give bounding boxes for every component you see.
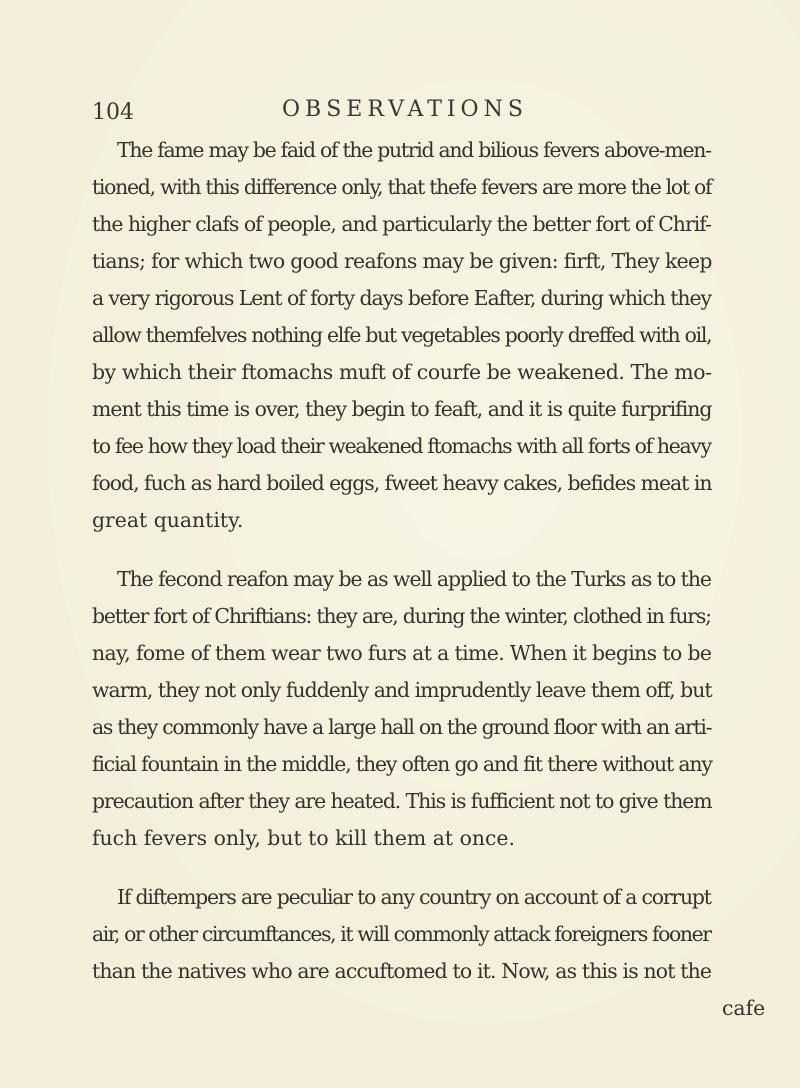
paragraph-1-line-6: allow themfelves nothing elfe but vegetables poorly dreffed with oil, [92, 323, 712, 347]
paragraph-1-line-3: the higher clafs of people, and particularly the better fort of Chrif- [92, 212, 712, 236]
paragraph-2-line-2: better fort of Chriftians: they are, during the winter, clothed in furs; [92, 604, 711, 628]
paragraph-2-line-8: fuch fevers only, but to kill them at once. [92, 826, 515, 850]
catchword: cafe [722, 996, 766, 1020]
paragraph-1-line-11: great quantity. [92, 508, 244, 532]
paragraph-3-line-3: than the natives who are accuftomed to it. Now, as this is not the [92, 959, 712, 983]
paragraph-1-line-1: The fame may be faid of the putrid and bilious fevers above-men- [117, 138, 711, 162]
paragraph-2-line-7: precaution after they are heated. This is fufficient not to give them [92, 789, 712, 813]
paragraph-1-line-9: to fee how they load their weakened ftomachs with all forts of heavy [92, 434, 711, 458]
paragraph-1-line-4: tians; for which two good reafons may be given: firft, They keep [92, 249, 712, 273]
running-title: OBSERVATIONS [282, 97, 528, 122]
paragraph-2-line-4: warm, they not only fuddenly and imprudently leave them off, but [92, 678, 712, 702]
paragraph-3-line-1: If diftempers are peculiar to any country on account of a corrupt [117, 885, 711, 909]
paragraph-1-line-7: by which their ftomachs muft of courfe be weakened. The mo- [92, 360, 712, 384]
paragraph-1-line-5: a very rigorous Lent of forty days before Eafter, during which they [92, 286, 711, 310]
paragraph-2-line-3: nay, fome of them wear two furs at a time. When it begins to be [92, 641, 712, 665]
paragraph-2-line-5: as they commonly have a large hall on the ground floor with an arti- [92, 715, 712, 739]
page-number: 104 [92, 100, 134, 125]
paragraph-2-line-1: The fecond reafon may be as well applied to the Turks as to the [117, 567, 711, 591]
paragraph-3-line-2: air, or other circumftances, it will commonly attack foreigners fooner [92, 922, 711, 946]
paragraph-2-line-6: ficial fountain in the middle, they often go and fit there without any [92, 752, 712, 776]
paragraph-1-line-10: food, fuch as hard boiled eggs, fweet heavy cakes, befides meat in [92, 471, 712, 495]
paragraph-1-line-8: ment this time is over, they begin to feaft, and it is quite furprifing [92, 397, 712, 421]
paragraph-1-line-2: tioned, with this difference only, that thefe fevers are more the lot of [92, 175, 712, 199]
